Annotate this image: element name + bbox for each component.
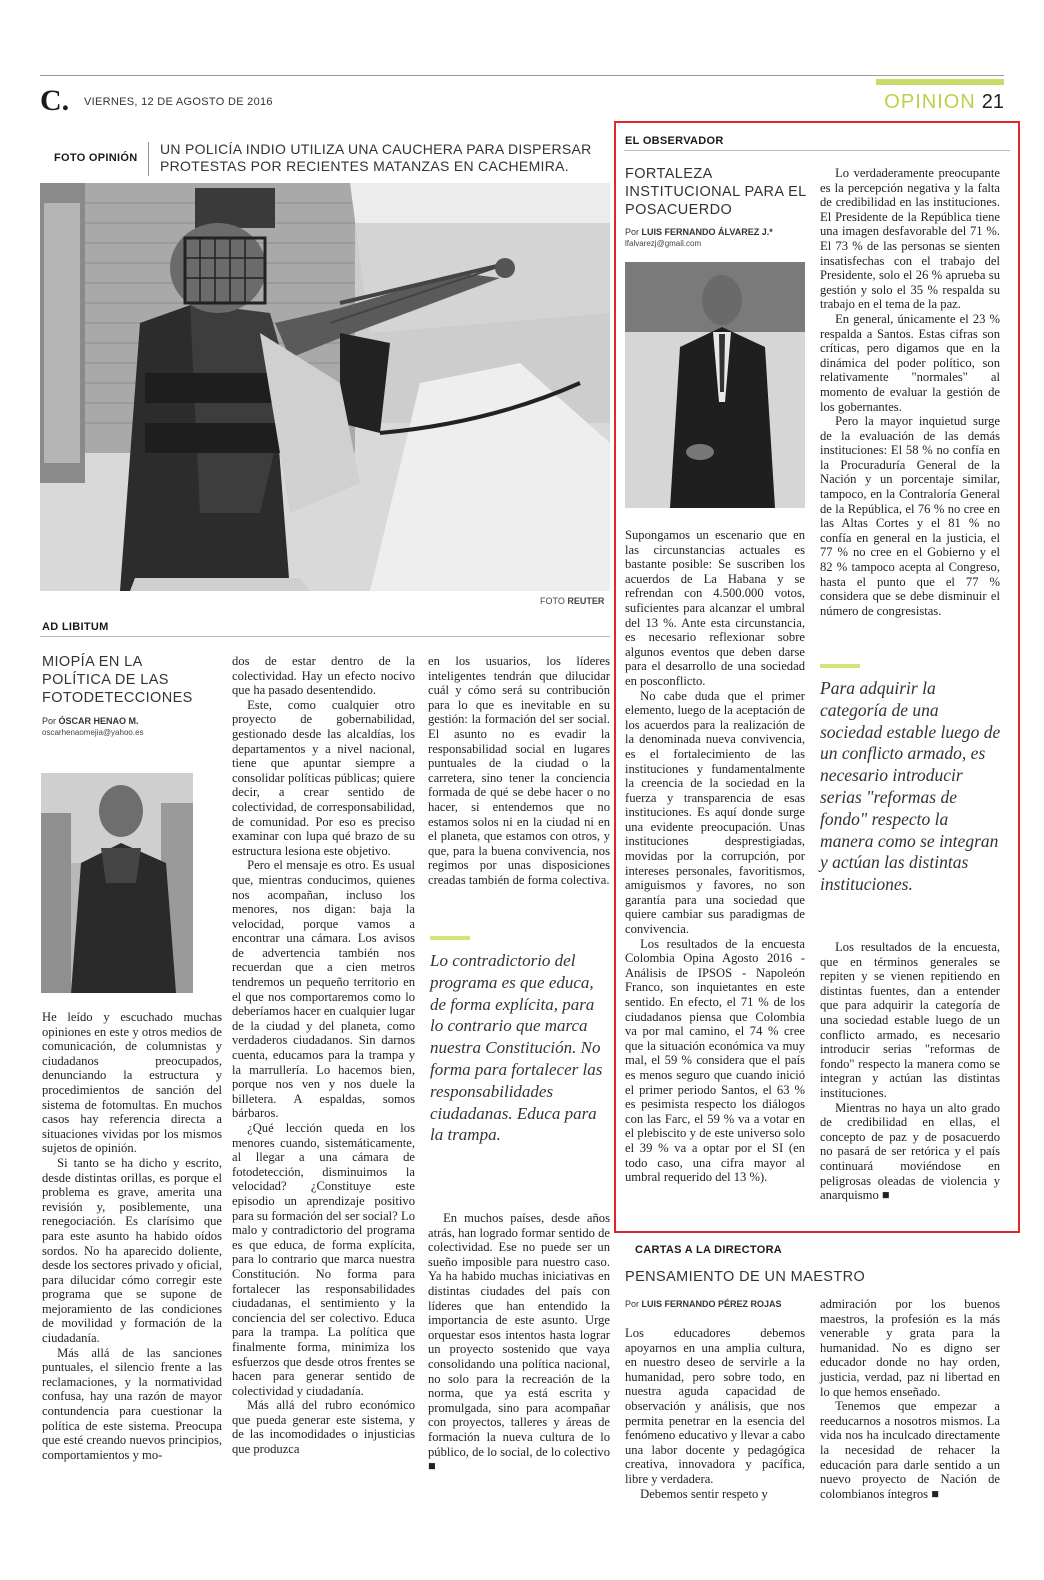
author-name: ÓSCAR HENAO M. bbox=[58, 716, 139, 726]
cartas-column-1 bbox=[625, 1326, 805, 1526]
paragraph: En muchos países, desde años atrás, han logrado formar sentido de colectividad. Ese no puede ser un sueño imposible para nuestro caso. Ya ha habido muchas iniciativas en distintas ciudades del país con líderes que han entendido la importancia de este asunto. Urge orquestar esos intentos hasta lograr un proyecto sostenido que vaya consolidando una política nacional, no solo para la recreación de la norma, que ya está escrita y promulgada, sino para acompañar con proyectos, talleres y áreas de formación la nueva cultura de lo público, de lo social, de lo colectivo ■ bbox=[428, 1211, 610, 1474]
el-observador-kicker: EL OBSERVADOR bbox=[625, 135, 724, 147]
paragraph: Supongamos un escenario que en las circunstancias actuales es bastante posible: Se suscriben los acuerdos de La Habana y se refrendan con 4.500.000 votos, suficientes para alcanzar el umbral del 13 %. Ante esta circunstancia, es necesario reflexionar sobre algunos eventos que deben darse para el desarrollo de una sociedad en posconflicto. bbox=[625, 528, 805, 688]
paragraph: Pero el mensaje es otro. Es usual que, mientras conducimos, quienes nos acompañan, incluso los menores, nos digan: baja la velocidad, porque vamos a encontrar una cámara. Los avisos de advertencia también nos recuerdan que a cien metros tendremos un pequeño territorio en el que nos comportaremos como lo deberíamos hacer en cualquier lugar de la ciudad y del planeta, como verdaderos ciudadanos. Sin darnos cuenta, educamos para la trampa y la marrullería. Lo hacemos bien, porque nos ven y nos duele la billetera. A espaldas, somos bárbaros. bbox=[232, 858, 415, 1121]
paragraph: Lo verdaderamente preocupante es la percepción negativa y la falta de credibilidad en las instituciones. El Presidente de la República tiene una imagen desfavorable del 71 %. El 73 % de las personas se sienten insatisfechas con el trabajo del Presidente, solo el 26 % aprueba su gestión y solo el 35 % respalda su trabajo en el tema de la paz. bbox=[820, 166, 1000, 312]
header-rule bbox=[40, 75, 1004, 76]
author-photo-luis-fernando-alvarez bbox=[625, 262, 805, 508]
ad-libitum-column-3-bottom bbox=[428, 1211, 610, 1531]
section-divider bbox=[40, 636, 610, 637]
paragraph: Mientras no haya un alto grado de credibilidad en ellas, el concepto de paz y de posacuerdo no pasará de ser retórica y el país continuará moviéndose en peligrosas oleadas de violencia y anarquismo ■ bbox=[820, 1100, 1000, 1203]
paragraph: Tenemos que empezar a reeducarnos a nosotros mismos. La vida nos ha inculcado directamente la necesidad de rehacer la educación para darle sentido a un nuevo proyecto de Nación de colombianos íntegros ■ bbox=[820, 1399, 1000, 1501]
byline-prefix: Por bbox=[625, 227, 640, 237]
paragraph: Este, como cualquier otro proyecto de gobernabilidad, gestionado desde las alcaldías, los departamentos y a nivel nacional, tiene que apuntar siempre a consolidar políticas públicas; quiere decir, a crear sentido de colectividad, de corresponsabilidad, de comunidad. Por eso es preciso examinar con lupa qué brazo de su estructura lesiona este objetivo. bbox=[232, 697, 415, 858]
author-name: LUIS FERNANDO ÁLVAREZ J.* bbox=[641, 227, 773, 237]
paragraph: Los resultados de la encuesta, que en términos generales se repiten y se vienen repitiendo en distintas fuentes, dan a entender que para adquirir la categoría de una sociedad estable luego de un conflicto armado, es necesario introducir serias "reformas de fondo" respecto la manera como se integran y actúan las distintas instituciones. bbox=[820, 940, 1000, 1100]
section-color-bar bbox=[876, 79, 1004, 85]
photo-credit-name: REUTER bbox=[567, 596, 605, 606]
ad-libitum-pull-quote: Lo contradictorio del programa es que educa, de forma explícita, para lo contrario que marca nuestra Constitución. No forma para fortalecer las responsabilidades ciudadanas. Educa para la trampa. bbox=[430, 951, 603, 1145]
police-slingshot-illustration bbox=[40, 183, 610, 591]
photo-credit bbox=[540, 596, 604, 606]
paragraph: dos de estar dentro de la colectividad. Hay un efecto nocivo que ha pasado desentendido. bbox=[232, 654, 415, 698]
quote-accent-bar bbox=[820, 664, 860, 668]
paragraph: Más allá del rubro económico que pueda generar este sistema, y de las incomodidades o injusticias que produzca bbox=[232, 1398, 415, 1457]
ad-libitum-byline bbox=[42, 716, 139, 726]
paragraph: No cabe duda que el primer elemento, luego de la aceptación de los acuerdos para la realización de la denominada nueva convivencia, es el fortalecimiento de las instituciones y fundamentalmente la creencia de la sociedad en la fuerza y transparencia de esas instituciones. Es aquí donde surge una evidente preocupación. Unas instituciones desprestigiadas, movidas por la corrupción, por intereses personales, favoritismos, amiguismos y favores, no son garantía para una sociedad que quiere cambiar sus paradigmas de convivencia. bbox=[625, 688, 805, 937]
author-email: lfalvarezj@gmail.com bbox=[625, 239, 702, 248]
byline-prefix: Por bbox=[42, 716, 57, 726]
el-observador-column-2 bbox=[820, 166, 1000, 646]
cartas-column-2 bbox=[820, 1297, 1000, 1527]
paragraph: En general, únicamente el 23 % respalda a Santos. Estas cifras son críticas, pero digamos que en la dinámica del poder político, son relativamente "normales" al momento de evaluar la gestión de los gobernantes. bbox=[820, 311, 1000, 414]
main-news-photo bbox=[40, 183, 610, 591]
ad-libitum-kicker: AD LIBITUM bbox=[42, 621, 109, 633]
el-observador-column-2-bottom bbox=[820, 940, 1000, 1220]
paragraph: Los educadores debemos apoyarnos en una amplia cultura, en nuestro deseo de servirle a la humanidad, pero sobre todo, en nuestra aguda capacidad de observación y análisis, que nos permita penetrar en la esencia del fenómeno educativo y llevar a cabo una labor docente y pedagógica creativa, innovadora y pacífica, libre y verdadera. bbox=[625, 1326, 805, 1486]
author-photo-oscar-henao bbox=[41, 773, 193, 993]
foto-opinion-kicker: FOTO OPINIÓN bbox=[54, 152, 138, 164]
el-observador-byline bbox=[625, 227, 773, 237]
quote-accent-bar bbox=[430, 936, 470, 940]
cartas-kicker: CARTAS A LA DIRECTORA bbox=[635, 1244, 783, 1256]
section-name: OPINION bbox=[884, 91, 976, 113]
photo-caption: UN POLICÍA INDIO UTILIZA UNA CAUCHERA PARA DISPERSAR PROTESTAS POR RECIENTES MATANZAS EN CACHEMIRA. bbox=[160, 141, 592, 174]
ad-libitum-column-2 bbox=[232, 654, 415, 1520]
section-label bbox=[884, 91, 1004, 114]
caption-divider bbox=[148, 142, 149, 176]
cartas-headline: PENSAMIENTO DE UN MAESTRO bbox=[625, 1269, 866, 1285]
paragraph: Los resultados de la encuesta Colombia Opina Agosto 2016 - Análisis de IPSOS - Napoleón Franco, son inquietantes en este sentido. En efecto, el 71 % de los ciudadanos piensa que Colombia va por mal camino, el 74 % cree que la situación económica va muy mal, el 59 % considera que el país es menos seguro que cuando inició el primer periodo Santos, el 63 % es pesimista respecto los diálogos con las Farc, el 59 % va a votar en el plebiscito y de este universo solo el 39 % va a optar por el SI (en todo caso, una cifra mayor al umbral requerido del 13 %). bbox=[625, 936, 805, 1185]
dateline: VIERNES, 12 DE AGOSTO DE 2016 bbox=[84, 96, 273, 108]
page-number: 21 bbox=[981, 91, 1004, 113]
newspaper-logo: C. bbox=[40, 84, 70, 117]
author-email: oscarhenaomejia@yahoo.es bbox=[42, 728, 144, 737]
ad-libitum-column-1 bbox=[42, 1010, 222, 1520]
paragraph: Si tanto se ha dicho y escrito, desde distintas orillas, es porque el problema es grave, amerita una revisión y, posiblemente, una renegociación. Es clarísimo que para este asunto ha habido oídos sordos. No ha aparecido doliente, desde los sectores privado y oficial, para dilucidar cómo corregir este programa que se supone de mejoramiento de las condiciones de movilidad y formación de la ciudadanía. bbox=[42, 1155, 222, 1346]
photo-credit-prefix: FOTO bbox=[540, 596, 565, 606]
el-observador-pull-quote: Para adquirir la categoría de una sociedad estable luego de un conflicto armado, es necesario introducir serias "reformas de fondo" respecto la manera como se integran y actúan las distintas instituciones. bbox=[820, 678, 1001, 895]
paragraph: ¿Qué lección queda en los menores cuando, sistemáticamente, al llegar a una cámara de fotodetección, disminuimos la velocidad? ¿Constituye este episodio un aprendizaje positivo para su formación del ser social? Lo malo y contradictorio del programa es que educa, de forma explícita, para lo contrario que marca nuestra Constitución. No forma para fortalecer las responsabilidades ciudadanas, el sentimiento y la conciencia del ser colectivo. Educa para la trampa. La política que finalmente forma, minimiza los esfuerzos que desde otros frentes se hacen para generar sentido de colectividad y ciudadanía. bbox=[232, 1121, 415, 1398]
ad-libitum-headline: MIOPÍA EN LA POLÍTICA DE LAS FOTODETECCIONES bbox=[42, 654, 193, 706]
paragraph: He leído y escuchado muchas opiniones en este y otros medios de comunicación, de columnistas y ciudadanos preocupados, denunciando la estructura y procedimientos de sanción del sistema de fotomultas. En muchos casos hay referencia directa a situaciones vividas por los mismos sujetos de opinión. bbox=[42, 1010, 222, 1156]
cartas-byline bbox=[625, 1299, 782, 1309]
author-name: LUIS FERNANDO PÉREZ ROJAS bbox=[641, 1299, 782, 1309]
paragraph: en los usuarios, los líderes inteligentes tendrán que dilucidar cuál y cómo será su contribución para lo que es inevitable en su gestión: la formación del ser social. El asunto no es evadir la responsabilidad social en lugares puntuales de la ciudad o la carretera, sino tener la conciencia formada de qué se debe hacer o no hacer, si entendemos que no estamos solos ni en la ciudad ni en el planeta, que estamos con otros, y que, para la buena convivencia, nos regimos por unas disposiciones creadas también de forma colectiva. bbox=[428, 654, 610, 887]
byline-prefix: Por bbox=[625, 1299, 640, 1309]
el-observador-headline: FORTALEZA INSTITUCIONAL PARA EL POSACUERDO bbox=[625, 166, 807, 218]
paragraph: Más allá de las sanciones puntuales, el silencio frente a las reclamaciones, y la normatividad confusa, hay una razón de mayor contundencia para cuestionar la política de este sistema. Preocupa que esté creando nuevos principios, comportamientos y mo- bbox=[42, 1345, 222, 1462]
ad-libitum-column-3-top bbox=[428, 654, 610, 924]
author-portrait-illustration bbox=[625, 262, 805, 508]
author-portrait-illustration bbox=[41, 773, 193, 993]
paragraph: admiración por los buenos maestros, la profesión es la más venerable y grata para la humanidad. No es digno ser educador donde no hay orden, justicia, verdad, paz ni libertad en lo que hemos enseñado. bbox=[820, 1297, 1000, 1399]
paragraph: Pero la mayor inquietud surge de la evaluación de las demás instituciones: El 58 % no confía en la Procuraduría General de la Nación y un porcentaje similar, tampoco, en la Contraloría General de la República, el 76 % no cree en las Altas Cortes y el 81 % no confía en general en la justicia, el 77 % no cree en el Gobierno y el 82 % tampoco acepta al Congreso, hasta el punto que el 77 % considera que se debe disminuir el número de congresistas. bbox=[820, 414, 1000, 618]
section-divider bbox=[624, 150, 1010, 151]
el-observador-column-1 bbox=[625, 528, 805, 1218]
paragraph: Debemos sentir respeto y bbox=[640, 1486, 768, 1501]
